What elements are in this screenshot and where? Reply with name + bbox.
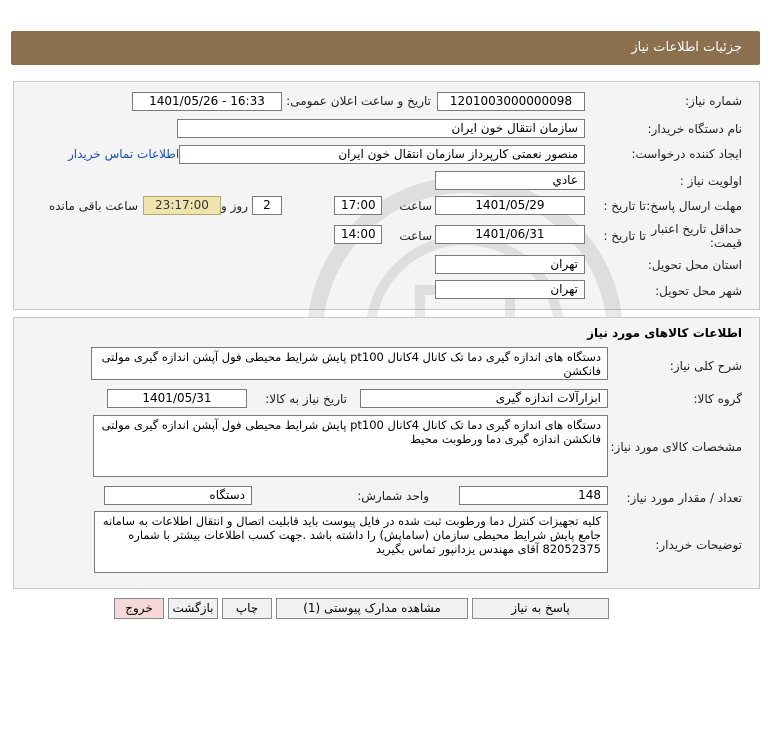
remaining-time-label: ساعت باقی مانده — [48, 199, 138, 213]
validity-to-date-label: تا تاریخ : — [603, 229, 646, 243]
deadline-date-field: 1401/05/29 — [435, 196, 585, 215]
announce-datetime-field: 1401/05/26 - 16:33 — [132, 92, 282, 111]
deadline-to-date-label: تا تاریخ : — [603, 199, 646, 213]
delivery-city-field: تهران — [435, 280, 585, 299]
buyer-notes-label: توضیحات خریدار: — [655, 538, 742, 552]
priority-label: اولویت نیاز : — [679, 174, 742, 188]
buyer-notes-field: کلیه تجهیزات کنترل دما ورطوبت ثبت شده در فایل پیوست باید قابلیت اتصال و انتقال اطلاعات به سامانه جامع پایش شرایط محیطی سازمان (ساماپش) را داشته باشد .جهت کسب اطلاعات بیشتر با شماره 82052375 آقای مهندس یزدانپور تماس بگیرید — [94, 511, 608, 573]
spec-field: دستگاه های اندازه گیری دما تک کانال 4کانال pt100 پایش شرایط محیطی فول آپشن اندازه گیری مولتی فانکشن اندازه گیری دما ورطوبت محیط — [93, 415, 608, 477]
delivery-province-label: استان محل تحویل: — [647, 258, 742, 272]
deadline-label: مهلت ارسال پاسخ: — [646, 199, 742, 213]
delivery-city-label: شهر محل تحویل: — [655, 284, 742, 298]
buyer-org-label: نام دستگاه خریدار: — [647, 122, 742, 136]
creator-label: ایجاد کننده درخواست: — [631, 147, 742, 161]
priority-field: عادي — [435, 171, 585, 190]
validity-time-label: ساعت — [399, 229, 432, 243]
unit-label: واحد شمارش: — [357, 489, 429, 503]
validity-time-field: 14:00 — [334, 225, 382, 244]
need-date-label: تاریخ نیاز به کالا: — [265, 392, 347, 406]
print-button[interactable]: چاپ — [222, 598, 272, 619]
validity-date-field: 1401/06/31 — [435, 225, 585, 244]
delivery-province-field: تهران — [435, 255, 585, 274]
days-remaining-field: 2 — [252, 196, 282, 215]
deadline-time-field: 17:00 — [334, 196, 382, 215]
summary-field: دستگاه های اندازه گیری دما تک کانال 4کانال pt100 پایش شرایط محیطی فول آپشن اندازه گیری مولتی فانکشن — [91, 347, 608, 380]
unit-field: دستگاه — [104, 486, 252, 505]
page-title: جزئیات اطلاعات نیاز — [631, 40, 742, 55]
need-number-label: شماره نیاز: — [685, 94, 742, 108]
announce-datetime-label: تاریخ و ساعت اعلان عمومی: — [286, 94, 431, 108]
creator-field: منصور نعمتی کارپرداز سازمان انتقال خون ایران — [179, 145, 585, 164]
buyer-org-field: سازمان انتقال خون ایران — [177, 119, 585, 138]
goods-group-label: گروه کالا: — [693, 392, 742, 406]
days-label: روز و — [221, 199, 248, 213]
spec-label: مشخصات کالای مورد نیاز: — [610, 440, 742, 454]
quantity-label: تعداد / مقدار مورد نیاز: — [626, 491, 742, 505]
goods-group-field: ابزارآلات اندازه گیری — [360, 389, 608, 408]
remaining-time-field: 23:17:00 — [143, 196, 221, 215]
goods-section-title: اطلاعات کالاهای مورد نیاز — [587, 326, 742, 340]
need-number-field: 1201003000000098 — [437, 92, 585, 111]
price-validity-label: حداقل تاریخ اعتبار قیمت: — [651, 222, 742, 250]
reply-to-need-button[interactable]: پاسخ به نیاز — [472, 598, 609, 619]
deadline-time-label: ساعت — [399, 199, 432, 213]
back-button[interactable]: بازگشت — [168, 598, 218, 619]
summary-label: شرح کلی نیاز: — [669, 359, 742, 373]
view-attachments-button[interactable]: مشاهده مدارک پیوستی (1) — [276, 598, 468, 619]
buyer-contact-link[interactable]: اطلاعات تماس خریدار — [68, 147, 180, 161]
exit-button[interactable]: خروج — [114, 598, 164, 619]
quantity-field: 148 — [459, 486, 608, 505]
need-date-field: 1401/05/31 — [107, 389, 247, 408]
